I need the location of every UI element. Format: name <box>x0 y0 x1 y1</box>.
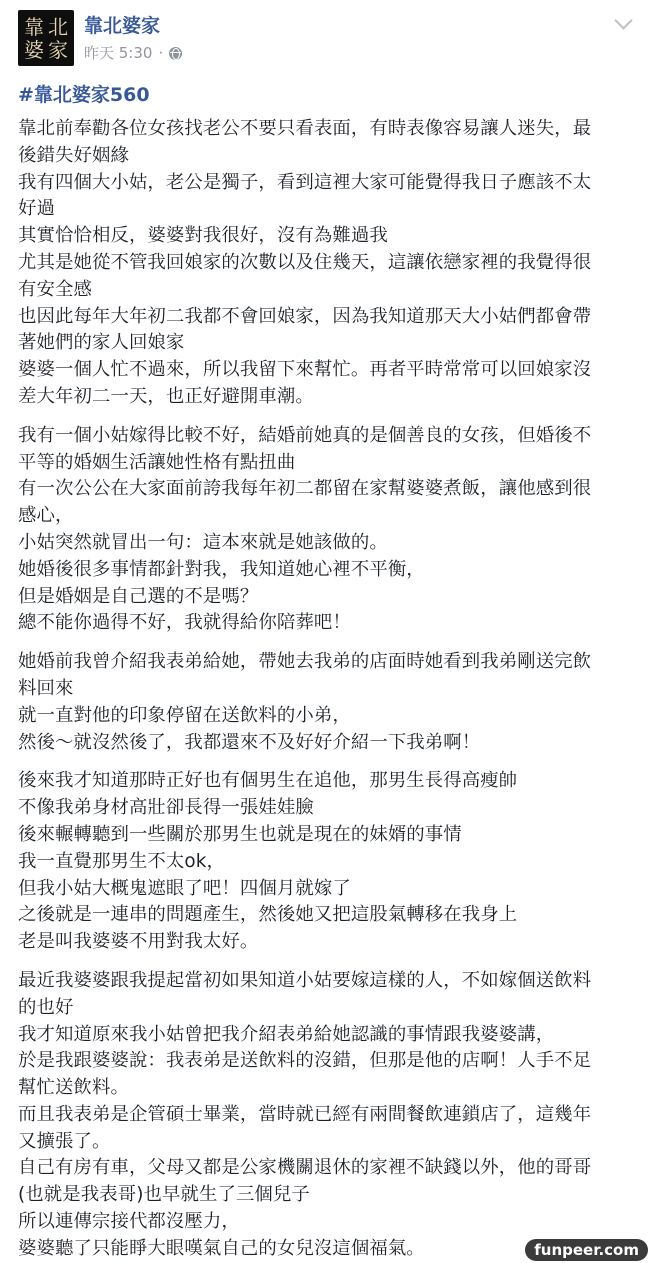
post-header <box>10 0 652 76</box>
post-text-line: 幫忙送飲料。 <box>18 1077 129 1099</box>
post-text-line: 所以連傳宗接代都沒壓力， <box>18 1211 240 1233</box>
post-text-line: 也因此每年大年初二我都不會回娘家，因為我知道那天大小姑們都會帶 <box>18 305 592 327</box>
avatar[interactable] <box>18 10 74 66</box>
post-text-line: 她婚後很多事情都針對我，我知道她心裡不平衡， <box>18 558 425 580</box>
post-text-line: 小姑突然就冒出一句：這本來就是她該做的。 <box>18 531 388 553</box>
post-text-line: 不像我弟身材高壯卻長得一張娃娃臉 <box>18 797 314 819</box>
post-text-line: 其實恰恰相反，婆婆對我很好，沒有為難過我 <box>18 225 388 247</box>
post-text-line: 老是叫我婆婆不用對我太好。 <box>18 931 259 953</box>
post-text-line: 她婚前我曾介紹我表弟給她，帶她去我弟的店面時她看到我弟剛送完飲 <box>18 651 592 673</box>
post-text-line: 總不能你過得不好，我就得給你陪葬吧！ <box>18 612 351 634</box>
post-paragraph <box>18 968 646 1263</box>
post-text-line: 婆婆聽了只能睜大眼嘆氣自己的女兒沒這個福氣。 <box>18 1237 425 1259</box>
post-text-line: 著她們的家人回娘家 <box>18 332 185 354</box>
post-text-line: 但我小姑大概鬼遮眼了吧！四個月就嫁了 <box>18 877 351 899</box>
post-text-line: 就一直對他的印象停留在送飲料的小弟， <box>18 704 351 726</box>
post-text-line: 後來我才知道那時正好也有個男生在追他，那男生長得高瘦帥 <box>18 770 518 792</box>
post-text-line: 最近我婆婆跟我提起當初如果知道小姑要嫁這樣的人，不如嫁個送飲料 <box>18 969 592 991</box>
post-text-line: 後錯失好姻緣 <box>18 144 129 166</box>
post-meta <box>84 43 182 63</box>
post-text-line: 婆婆一個人忙不過來，所以我留下來幫忙。再者平時常常可以回娘家沒 <box>18 359 592 381</box>
post-text-line: (也就是我表哥)也早就生了三個兒子 <box>18 1184 310 1206</box>
post-text-line: 後來輾轉聽到一些關於那男生也就是現在的妹婿的事情 <box>18 823 462 845</box>
avatar-char: 靠 <box>24 14 44 39</box>
post-content <box>10 116 652 1263</box>
post-text-line: 我有四個大小姑，老公是獨子，看到這裡大家可能覺得我日子應該不太 <box>18 171 592 193</box>
post-text-line: 但是婚姻是自己選的不是嗎？ <box>18 585 259 607</box>
watermark: funpeer.com <box>525 1239 648 1261</box>
post-text-line: 我一直覺那男生不太ok， <box>18 850 226 872</box>
meta-separator: · <box>158 44 164 62</box>
post-paragraph <box>18 649 646 756</box>
post-text-line: 的也好 <box>18 996 74 1018</box>
avatar-char: 婆 <box>24 37 44 62</box>
post-text-line: 然後～就沒然後了，我都還來不及好好介紹一下我弟啊！ <box>18 731 481 753</box>
post-text-line: 差大年初二一天，也正好避開車潮。 <box>18 385 314 407</box>
post-text-line: 靠北前奉勸各位女孩找老公不要只看表面，有時表像容易讓人迷失，最 <box>18 118 592 139</box>
avatar-char: 家 <box>48 37 68 62</box>
avatar-char: 北 <box>48 14 68 39</box>
post-paragraph <box>18 768 646 956</box>
post-text-line: 我才知道原來我小姑曾把我介紹表弟給她認識的事情跟我婆婆講， <box>18 1023 555 1045</box>
post-text-line: 感心， <box>18 505 74 527</box>
post-text-line: 有一次公公在大家面前誇我每年初二都留在家幫婆婆煮飯，讓他感到很 <box>18 478 592 500</box>
post-paragraph <box>18 116 646 411</box>
post-text-line: 我有一個小姑嫁得比較不好，結婚前她真的是個善良的女孩，但婚後不 <box>18 424 592 446</box>
post-text-line: 尤其是她從不管我回娘家的次數以及住幾天，這讓依戀家裡的我覺得很 <box>18 251 592 273</box>
post-text-line: 之後就是一連串的問題產生，然後她又把這股氣轉移在我身上 <box>18 904 518 926</box>
post-text-line: 平等的婚姻生活讓她性格有點扭曲 <box>18 451 296 473</box>
globe-icon[interactable] <box>169 47 182 60</box>
post-text-line: 而且我表弟是企管碩士畢業，當時就已經有兩間餐飲連鎖店了，這幾年 <box>18 1103 592 1125</box>
post-text-line: 又擴張了。 <box>18 1130 111 1152</box>
page-name-link[interactable]: 靠北婆家 <box>84 15 161 37</box>
post-text-line: 好過 <box>18 198 55 220</box>
post-text-line: 料回來 <box>18 677 74 699</box>
post-timestamp[interactable]: 昨天 5:30 <box>84 44 153 62</box>
post-text-line: 有安全感 <box>18 278 92 300</box>
post-paragraph <box>18 423 646 637</box>
chevron-down-icon[interactable] <box>614 11 632 29</box>
hashtag-link[interactable]: #靠北婆家560 <box>18 84 150 106</box>
post-text-line: 於是我跟婆婆說：我表弟是送飲料的沒錯，但那是他的店啊！人手不足 <box>18 1050 592 1072</box>
post-text-line: 自己有房有車，父母又都是公家機關退休的家裡不缺錢以外，他的哥哥 <box>18 1157 592 1179</box>
